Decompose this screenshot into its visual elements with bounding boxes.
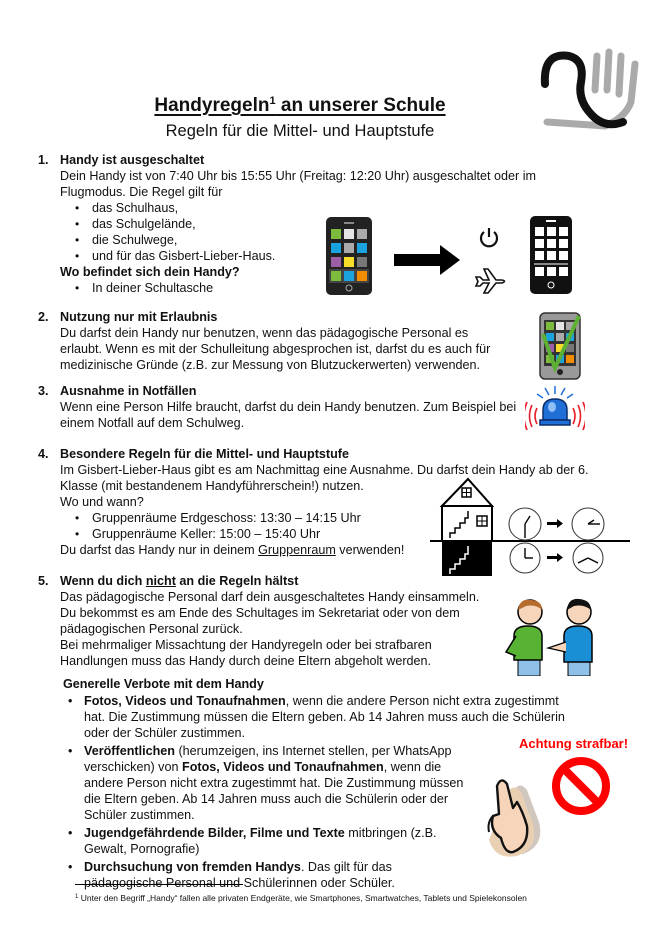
list-item: • und für das Gisbert-Lieber-Haus. — [60, 248, 580, 264]
section-text: Handlungen muss das Handy durch deine Eltern abgeholt werden. — [60, 654, 432, 668]
footnote-marker: 1 — [75, 894, 79, 900]
section-text: Du darfst dein Handy nur benutzen, wenn das pädagogische Personal es — [60, 326, 469, 340]
section-heading: Ausnahme in Notfällen — [60, 384, 197, 398]
section-number: 1. — [38, 153, 49, 167]
section-heading: Nutzung nur mit Erlaubnis — [60, 310, 218, 324]
title-text: Handyregeln — [154, 95, 270, 116]
footnote-text: Unter den Begriff „Handy“ fallen alle privaten Endgeräte, wie Smartphones, Smartwatches, Tablets und Spielekonsolen — [78, 893, 527, 903]
item-bold: Fotos, Videos und Tonaufnahmen — [182, 760, 384, 774]
heading-text: an die Regeln hältst — [175, 574, 299, 588]
list-item — [60, 859, 440, 891]
footnote — [75, 893, 527, 904]
section-number: 5. — [38, 574, 49, 588]
right-arrow-icon — [394, 245, 460, 275]
general-heading: Generelle Verbote mit dem Handy — [63, 677, 264, 691]
list-item: • Gruppenräume Erdgeschoss: 13:30 – 14:15 Uhr — [60, 510, 640, 526]
section-text: Dein Handy ist von 7:40 Uhr bis 15:55 Uhr (Freitag: 12:20 Uhr) ausgeschaltet oder im — [60, 169, 536, 183]
section-text: einem Notfall auf dem Schulweg. — [60, 416, 245, 430]
location-list — [60, 200, 580, 264]
power-icon — [478, 226, 500, 250]
item-text: (herumzeigen, ins Internet stellen, per WhatsApp verschicken) von — [84, 744, 452, 774]
list-item: • das Schulgelände, — [60, 216, 580, 232]
section-text: medizinische Gründe (z.B. zur Messung von Blutzuckerwerten) verwenden. — [60, 358, 480, 372]
closing-text: Du darfst das Handy nur in deinem — [60, 543, 259, 557]
hand-gesture-icon — [483, 772, 563, 860]
footnote-marker: 1 — [269, 95, 276, 107]
section-subheading: Wo befindet sich dein Handy? — [60, 265, 240, 279]
emergency-siren-icon — [525, 384, 585, 434]
section-number: 2. — [38, 310, 49, 324]
item-text: , wenn die andere Person nicht extra zugestimmt hat. Die Zustimmung müssen die Eltern geben. Ab 14 Jahren muss auch die Schülerin oder der Schüler zustimmen. — [84, 694, 565, 740]
page-title — [0, 95, 600, 117]
list-item: • In deiner Schultasche — [60, 280, 580, 296]
item-text: mitbringen (z.B. Gewalt, Pornografie) — [84, 826, 437, 856]
closing-underline: Gruppenraum — [258, 543, 336, 557]
list-item: • Gruppenräume Keller: 15:00 – 15:40 Uhr — [60, 526, 640, 542]
section-text: erlaubt. Wenn es mit der Schulleitung abgesprochen ist, darfst du es auch für — [60, 342, 491, 356]
section-text: Klasse (mit bestandenem Handyführerschein!) nutzen. — [60, 479, 364, 493]
section-number: 4. — [38, 447, 49, 461]
black-phone-icon — [530, 216, 572, 294]
section-text: Du bekommst es am Ende des Schultages im Sekretariat oder von dem — [60, 606, 460, 620]
airplane-mode-icon — [474, 267, 508, 295]
item-text: . Das gilt für das pädagogische Personal und Schülerinnen oder Schüler. — [84, 860, 395, 890]
list-item — [60, 825, 460, 857]
warning-label: Achtung strafbar! — [519, 736, 629, 751]
hand-logo-icon — [535, 42, 645, 132]
house-with-basement-icon — [430, 476, 630, 576]
page-subtitle: Regeln für die Mittel- und Hauptstufe — [165, 122, 435, 140]
list-item: • das Schulhaus, — [60, 200, 580, 216]
two-people-handover-icon — [500, 596, 610, 676]
list-item: • die Schulwege, — [60, 232, 580, 248]
section-number: 3. — [38, 384, 49, 398]
item-bold: Veröffentlichen — [84, 744, 175, 758]
item-bold: Durchsuchung von fremden Handys — [84, 860, 301, 874]
title-rest: an unserer Schule — [275, 95, 446, 116]
phone-checkmark-icon — [539, 312, 581, 380]
item-text: , wenn die andere Person nicht extra zugestimmt hat. Die Zustimmung müssen die Eltern geben. Ab 14 Jahren muss auch die Schülerin oder der Schüler zustimmen. — [84, 760, 464, 822]
section-heading: Handy ist ausgeschaltet — [60, 153, 205, 167]
list-item — [60, 743, 465, 823]
section-text: Wenn eine Person Hilfe braucht, darfst du dein Handy benutzen. Zum Beispiel bei — [60, 400, 517, 414]
section-text: Bei mehrmaliger Missachtung der Handyregeln oder bei strafbaren — [60, 638, 432, 652]
heading-underline: nicht — [145, 574, 176, 588]
section-subheading: Wo und wann? — [60, 495, 144, 509]
footnote-separator — [75, 884, 243, 885]
item-bold: Fotos, Videos und Tonaufnahmen — [84, 694, 286, 708]
section-text: pädagogischen Personal zurück. — [60, 622, 243, 636]
section-text: Im Gisbert-Lieber-Haus gibt es am Nachmittag eine Ausnahme. Du darfst dein Handy ab der 6. — [60, 463, 589, 477]
section-heading — [60, 573, 540, 589]
section-text: Flugmodus. Die Regel gilt für — [60, 185, 223, 199]
list-item — [60, 693, 580, 741]
section-heading: Besondere Regeln für die Mittel- und Hauptstufe — [60, 447, 349, 461]
item-bold: Jugendgefährdende Bilder, Filme und Texte — [84, 826, 345, 840]
section-text: Das pädagogische Personal darf dein ausgeschaltetes Handy einsammeln. — [60, 590, 480, 604]
colorful-phone-icon — [325, 216, 373, 296]
closing-text: verwenden! — [335, 543, 405, 557]
heading-text: Wenn du dich — [60, 574, 146, 588]
